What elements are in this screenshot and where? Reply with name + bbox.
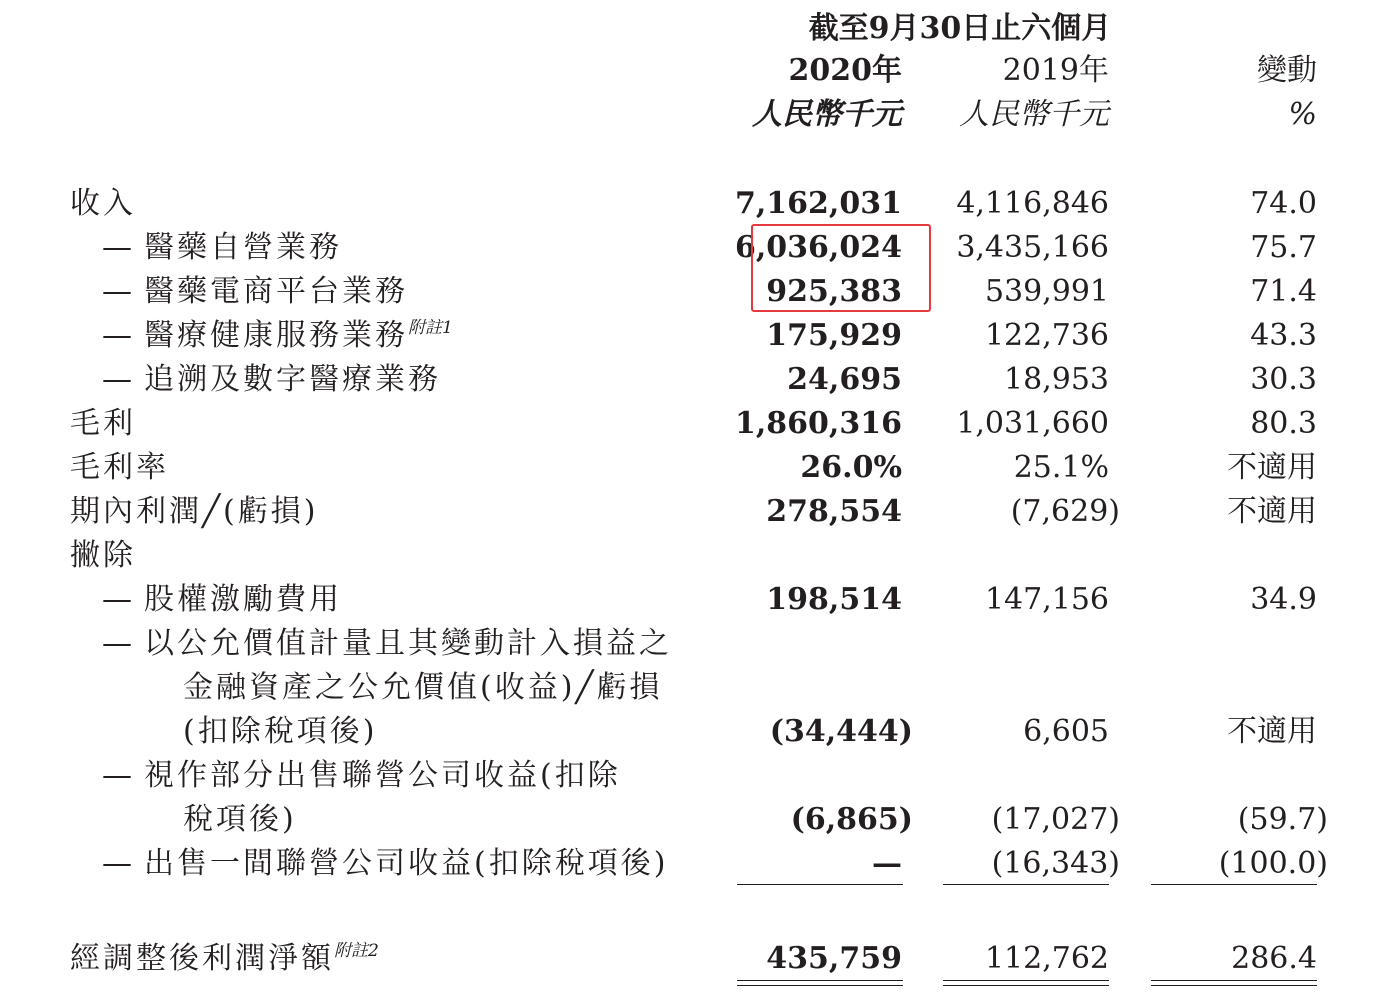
table-row-gross-profit [0,402,1399,446]
row-label: 撇除 [70,538,136,573]
row-label: — 視作部分出售聯營公司收益(扣除 [102,758,621,793]
value-change: (100.0) [1218,846,1328,881]
column-header-2019: 2019年 [1002,53,1109,88]
value-2020: 175,929 [766,318,902,353]
value-2019: 25.1% [1013,450,1109,485]
table-row-profit-loss [0,490,1399,534]
value-2019: 112,762 [984,941,1109,976]
table-row-pharma-self-operated [0,226,1399,270]
value-2019: (17,027) [991,802,1120,837]
unit-label-2019: 人民幣千元 [959,97,1109,132]
value-2020: 198,514 [766,582,902,617]
value-2020: 435,759 [766,941,902,976]
total-double-rule-change [1151,980,1317,986]
row-label: — 以公允價值計量且其變動計入損益之 [102,626,672,661]
value-2019: (16,343) [991,846,1120,881]
row-label: 稅項後) [183,802,297,837]
table-row-pharma-ecommerce [0,270,1399,314]
value-change: 不適用 [1227,450,1317,485]
value-2019: (7,629) [1010,494,1120,529]
total-double-rule-2019 [943,980,1109,986]
value-change: 286.4 [1231,941,1317,976]
table-row-share-incentive [0,578,1399,622]
row-label: 毛利率 [70,450,169,485]
table-row-adjusted-net-profit [0,937,1399,981]
value-change: 71.4 [1250,274,1317,309]
column-header-2020: 2020年 [788,53,902,88]
value-change: (59.7) [1237,802,1328,837]
table-row-fair-value-line1 [0,622,1399,666]
row-label: — 醫藥電商平台業務 [102,274,408,309]
value-2020: (34,444) [769,714,913,749]
value-2020: 278,554 [766,494,902,529]
table-row-deemed-disposal-line1 [0,754,1399,798]
value-2019: 147,156 [984,582,1109,617]
value-change: 34.9 [1250,582,1317,617]
value-2019: 122,736 [984,318,1109,353]
unit-label-2020: 人民幣千元 [752,97,902,132]
value-2019: 539,991 [984,274,1109,309]
column-header-change: 變動 [1257,53,1317,88]
value-2019: 1,031,660 [956,406,1109,441]
table-row-deemed-disposal-line2 [0,798,1399,842]
value-change: 80.3 [1250,406,1317,441]
value-change: 74.0 [1250,186,1317,221]
table-row-fair-value-line2 [0,666,1399,710]
row-label: — 醫療健康服務業務$^{附註1}$ [102,318,453,353]
table-row-healthcare-services [0,314,1399,358]
row-label: — 醫藥自營業務 [102,230,342,265]
subtotal-rule-2019 [943,884,1109,885]
row-label: 收入 [70,186,136,221]
subtotal-rule-change [1151,884,1317,885]
value-change: 不適用 [1227,494,1317,529]
value-2020: (6,865) [790,802,913,837]
row-label: 經調整後利潤淨額$^{附註2}$ [70,941,379,976]
highlight-box [751,224,931,312]
table-row-fair-value-line3 [0,710,1399,754]
value-change: 30.3 [1250,362,1317,397]
table-row-disposal-associate [0,842,1399,886]
row-label: — 出售一間聯營公司收益(扣除稅項後) [102,846,669,881]
value-2020: 26.0% [800,450,902,485]
row-label: 金融資產之公允價值(收益)╱虧損 [183,670,663,705]
value-2020: 24,695 [787,362,902,397]
footnote-marker: 附註1 [408,318,453,338]
value-change: 不適用 [1227,714,1317,749]
value-2020: 7,162,031 [734,186,902,221]
value-2019: 4,116,846 [956,186,1109,221]
row-label: — 追溯及數字醫療業務 [102,362,441,397]
value-change: 75.7 [1250,230,1317,265]
value-2020: 1,860,316 [734,406,902,441]
table-row-revenue [0,182,1399,226]
table-row-excluding [0,534,1399,578]
row-label: 期內利潤╱(虧損) [70,494,319,529]
value-2020: — [872,846,902,881]
value-2020: 925,383 [766,274,902,309]
unit-label-change: % [1288,97,1317,132]
row-label: 毛利 [70,406,136,441]
value-2020: 6,036,024 [734,230,902,265]
value-2019: 3,435,166 [956,230,1109,265]
subtotal-rule-2020 [737,884,903,885]
period-heading: 截至9月30日止六個月 [808,11,1112,46]
row-label: (扣除稅項後) [183,714,378,749]
value-2019: 6,605 [1023,714,1109,749]
table-row-gross-margin [0,446,1399,490]
value-change: 43.3 [1250,318,1317,353]
row-label: — 股權激勵費用 [102,582,342,617]
footnote-marker: 附註2 [334,941,379,961]
total-double-rule-2020 [737,980,903,986]
table-row-traceability-digital [0,358,1399,402]
value-2019: 18,953 [1004,362,1109,397]
